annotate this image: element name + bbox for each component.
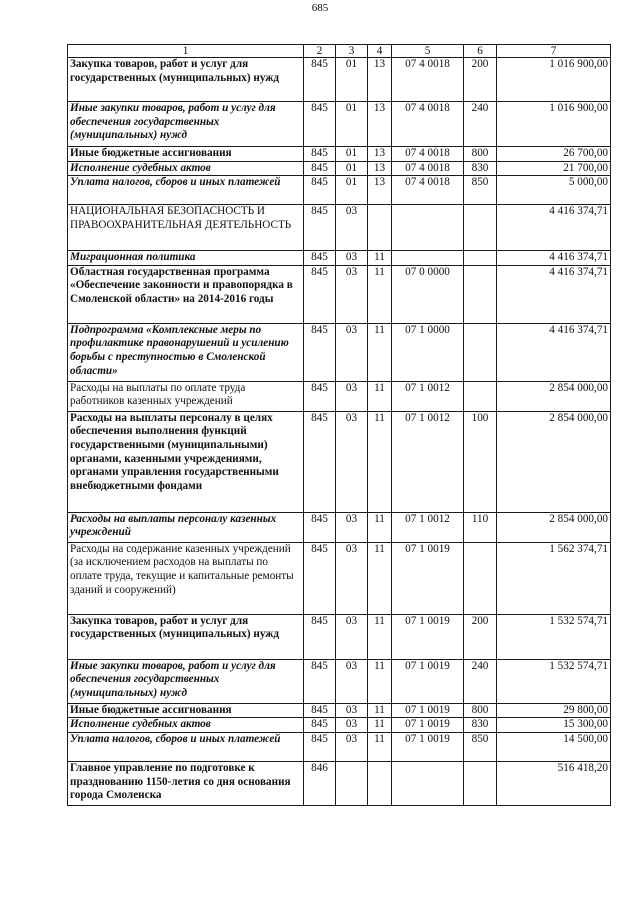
table-body <box>68 58 611 806</box>
expense-type-cell: 830 <box>464 718 497 733</box>
admin-code-cell: 845 <box>304 512 336 542</box>
admin-code-cell: 845 <box>304 703 336 718</box>
section-code-cell: 03 <box>336 323 368 381</box>
target-article-cell: 07 1 0012 <box>392 512 464 542</box>
column-number-row <box>68 45 611 58</box>
subsection-code-cell: 11 <box>368 323 392 381</box>
subsection-code-cell: 11 <box>368 265 392 323</box>
table-row <box>68 703 611 718</box>
row-name-cell: Иные бюджетные ассигнования <box>68 703 304 718</box>
section-code-cell: 03 <box>336 542 368 614</box>
admin-code-cell: 845 <box>304 147 336 162</box>
column-header: 5 <box>392 45 464 58</box>
subsection-code-cell: 11 <box>368 614 392 659</box>
row-name-cell: Иные закупки товаров, работ и услуг для обеспечения государственных (муниципальных) нужд <box>68 659 304 703</box>
amount-cell: 5 000,00 <box>497 176 611 205</box>
expense-type-cell <box>464 381 497 411</box>
table-row <box>68 265 611 323</box>
subsection-code-cell: 11 <box>368 659 392 703</box>
expense-type-cell <box>464 761 497 805</box>
expense-type-cell: 100 <box>464 411 497 512</box>
table-header <box>68 45 611 58</box>
section-code-cell: 03 <box>336 205 368 251</box>
expense-type-cell: 830 <box>464 161 497 176</box>
section-code-cell: 01 <box>336 161 368 176</box>
table-row <box>68 512 611 542</box>
column-header: 2 <box>304 45 336 58</box>
row-name-cell: Уплата налогов, сборов и иных платежей <box>68 732 304 761</box>
subsection-code-cell <box>368 205 392 251</box>
row-name-cell: Подпрограмма «Комплексные меры по профилактике правонарушений и усилению борьбы с преступностью в Смоленской области» <box>68 323 304 381</box>
subsection-code-cell: 11 <box>368 512 392 542</box>
target-article-cell: 07 4 0018 <box>392 176 464 205</box>
target-article-cell: 07 4 0018 <box>392 102 464 147</box>
subsection-code-cell: 11 <box>368 381 392 411</box>
row-name-cell: Областная государственная программа «Обеспечение законности и правопорядка в Смоленской области» на 2014-2016 годы <box>68 265 304 323</box>
table-row <box>68 176 611 205</box>
row-name-cell: Закупка товаров, работ и услуг для государственных (муниципальных) нужд <box>68 614 304 659</box>
amount-cell: 15 300,00 <box>497 718 611 733</box>
expense-type-cell: 850 <box>464 176 497 205</box>
subsection-code-cell: 11 <box>368 542 392 614</box>
subsection-code-cell <box>368 761 392 805</box>
subsection-code-cell: 11 <box>368 411 392 512</box>
section-code-cell: 01 <box>336 147 368 162</box>
admin-code-cell: 845 <box>304 614 336 659</box>
section-code-cell: 03 <box>336 265 368 323</box>
table-row <box>68 761 611 805</box>
table-row <box>68 102 611 147</box>
section-code-cell: 03 <box>336 718 368 733</box>
expense-type-cell <box>464 265 497 323</box>
column-header: 4 <box>368 45 392 58</box>
section-code-cell: 03 <box>336 659 368 703</box>
row-name-cell: Уплата налогов, сборов и иных платежей <box>68 176 304 205</box>
section-code-cell: 01 <box>336 102 368 147</box>
expense-type-cell: 110 <box>464 512 497 542</box>
admin-code-cell: 845 <box>304 176 336 205</box>
expense-type-cell: 240 <box>464 659 497 703</box>
target-article-cell: 07 1 0019 <box>392 703 464 718</box>
subsection-code-cell: 13 <box>368 161 392 176</box>
row-name-cell: Иные закупки товаров, работ и услуг для обеспечения государственных (муниципальных) нужд <box>68 102 304 147</box>
section-code-cell: 03 <box>336 411 368 512</box>
row-name-cell: Миграционная политика <box>68 251 304 266</box>
section-code-cell: 03 <box>336 512 368 542</box>
amount-cell: 2 854 000,00 <box>497 512 611 542</box>
table-row <box>68 732 611 761</box>
target-article-cell: 07 4 0018 <box>392 147 464 162</box>
section-code-cell: 03 <box>336 703 368 718</box>
admin-code-cell: 845 <box>304 411 336 512</box>
target-article-cell: 07 0 0000 <box>392 265 464 323</box>
row-name-cell: Расходы на выплаты персоналу в целях обеспечения выполнения функций государственными (муниципальными) органами, казенными учреждениями, органами управления государственными внебюджетными фондами <box>68 411 304 512</box>
amount-cell: 21 700,00 <box>497 161 611 176</box>
amount-cell: 4 416 374,71 <box>497 265 611 323</box>
target-article-cell: 07 1 0019 <box>392 732 464 761</box>
expense-type-cell <box>464 542 497 614</box>
admin-code-cell: 845 <box>304 205 336 251</box>
amount-cell: 4 416 374,71 <box>497 205 611 251</box>
amount-cell: 2 854 000,00 <box>497 411 611 512</box>
section-code-cell: 03 <box>336 381 368 411</box>
subsection-code-cell: 11 <box>368 251 392 266</box>
table-row <box>68 381 611 411</box>
column-header: 6 <box>464 45 497 58</box>
budget-table <box>67 44 611 806</box>
expense-type-cell: 800 <box>464 147 497 162</box>
target-article-cell: 07 1 0019 <box>392 718 464 733</box>
admin-code-cell: 845 <box>304 323 336 381</box>
row-name-cell: Главное управление по подготовке к празднованию 1150-летия со дня основания города Смоленска <box>68 761 304 805</box>
row-name-cell: Расходы на выплаты по оплате труда работников казенных учреждений <box>68 381 304 411</box>
target-article-cell: 07 1 0012 <box>392 411 464 512</box>
row-name-cell: Расходы на выплаты персоналу казенных учреждений <box>68 512 304 542</box>
expense-type-cell <box>464 251 497 266</box>
expense-type-cell: 800 <box>464 703 497 718</box>
table-row <box>68 251 611 266</box>
expense-type-cell: 850 <box>464 732 497 761</box>
amount-cell: 4 416 374,71 <box>497 251 611 266</box>
subsection-code-cell: 13 <box>368 176 392 205</box>
section-code-cell: 03 <box>336 614 368 659</box>
table-row <box>68 411 611 512</box>
admin-code-cell: 845 <box>304 161 336 176</box>
column-header: 1 <box>68 45 304 58</box>
expense-type-cell: 240 <box>464 102 497 147</box>
admin-code-cell: 845 <box>304 381 336 411</box>
section-code-cell: 01 <box>336 58 368 102</box>
expense-type-cell <box>464 205 497 251</box>
target-article-cell <box>392 251 464 266</box>
amount-cell: 1 016 900,00 <box>497 58 611 102</box>
target-article-cell: 07 1 0019 <box>392 659 464 703</box>
admin-code-cell: 845 <box>304 659 336 703</box>
page-number: 685 <box>311 2 329 14</box>
amount-cell: 1 532 574,71 <box>497 659 611 703</box>
table-row <box>68 659 611 703</box>
table-row <box>68 147 611 162</box>
target-article-cell <box>392 205 464 251</box>
target-article-cell: 07 1 0019 <box>392 542 464 614</box>
row-name-cell: Исполнение судебных актов <box>68 161 304 176</box>
admin-code-cell: 845 <box>304 265 336 323</box>
table-row <box>68 205 611 251</box>
expense-type-cell: 200 <box>464 614 497 659</box>
subsection-code-cell: 11 <box>368 718 392 733</box>
amount-cell: 1 562 374,71 <box>497 542 611 614</box>
table-row <box>68 161 611 176</box>
admin-code-cell: 845 <box>304 542 336 614</box>
amount-cell: 14 500,00 <box>497 732 611 761</box>
amount-cell: 4 416 374,71 <box>497 323 611 381</box>
admin-code-cell: 845 <box>304 732 336 761</box>
section-code-cell: 01 <box>336 176 368 205</box>
table-row <box>68 542 611 614</box>
subsection-code-cell: 13 <box>368 147 392 162</box>
table-row <box>68 614 611 659</box>
table-row <box>68 58 611 102</box>
admin-code-cell: 846 <box>304 761 336 805</box>
target-article-cell: 07 1 0000 <box>392 323 464 381</box>
table-row <box>68 718 611 733</box>
row-name-cell: Исполнение судебных актов <box>68 718 304 733</box>
section-code-cell: 03 <box>336 732 368 761</box>
target-article-cell: 07 1 0019 <box>392 614 464 659</box>
row-name-cell: Иные бюджетные ассигнования <box>68 147 304 162</box>
section-code-cell <box>336 761 368 805</box>
column-header: 7 <box>497 45 611 58</box>
subsection-code-cell: 11 <box>368 732 392 761</box>
amount-cell: 1 016 900,00 <box>497 102 611 147</box>
target-article-cell: 07 4 0018 <box>392 58 464 102</box>
subsection-code-cell: 13 <box>368 58 392 102</box>
amount-cell: 516 418,20 <box>497 761 611 805</box>
expense-type-cell <box>464 323 497 381</box>
amount-cell: 2 854 000,00 <box>497 381 611 411</box>
row-name-cell: Расходы на содержание казенных учреждений (за исключением расходов на выплаты по оплате труда, текущие и капитальные ремонты зданий и сооружений) <box>68 542 304 614</box>
target-article-cell <box>392 761 464 805</box>
section-code-cell: 03 <box>336 251 368 266</box>
admin-code-cell: 845 <box>304 251 336 266</box>
column-header: 3 <box>336 45 368 58</box>
amount-cell: 29 800,00 <box>497 703 611 718</box>
target-article-cell: 07 4 0018 <box>392 161 464 176</box>
subsection-code-cell: 13 <box>368 102 392 147</box>
expense-type-cell: 200 <box>464 58 497 102</box>
admin-code-cell: 845 <box>304 102 336 147</box>
amount-cell: 1 532 574,71 <box>497 614 611 659</box>
row-name-cell: НАЦИОНАЛЬНАЯ БЕЗОПАСНОСТЬ И ПРАВООХРАНИТЕЛЬНАЯ ДЕЯТЕЛЬНОСТЬ <box>68 205 304 251</box>
table-row <box>68 323 611 381</box>
amount-cell: 26 700,00 <box>497 147 611 162</box>
admin-code-cell: 845 <box>304 58 336 102</box>
target-article-cell: 07 1 0012 <box>392 381 464 411</box>
subsection-code-cell: 11 <box>368 703 392 718</box>
row-name-cell: Закупка товаров, работ и услуг для государственных (муниципальных) нужд <box>68 58 304 102</box>
admin-code-cell: 845 <box>304 718 336 733</box>
